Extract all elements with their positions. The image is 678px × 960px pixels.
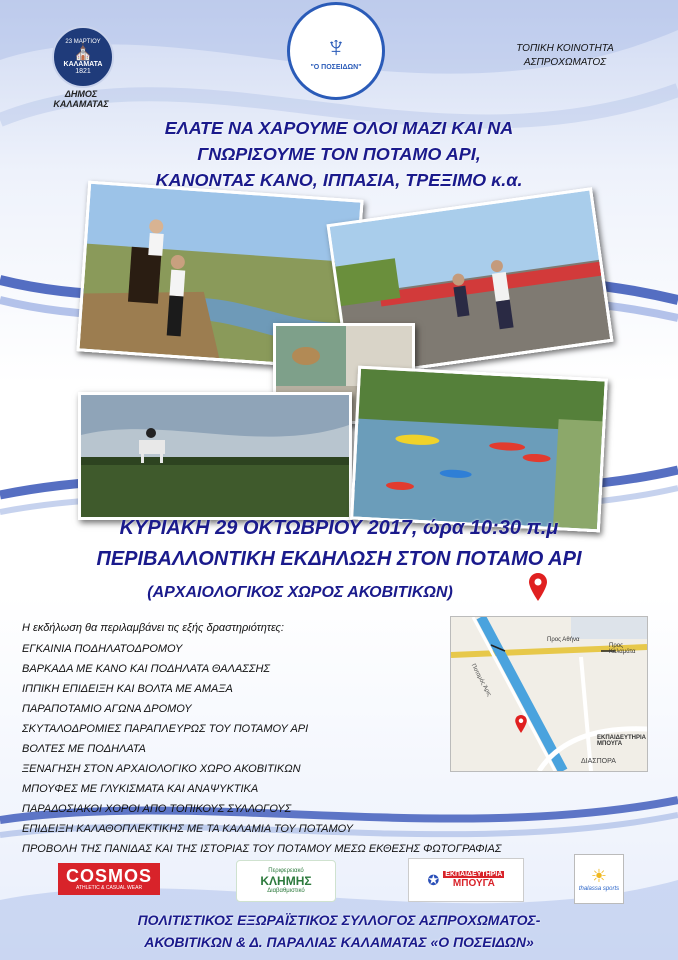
association-logo-name: "Ο ΠΟΣΕΙΔΩΝ" [310, 63, 362, 71]
sun-wave-icon: ☀ [590, 866, 608, 886]
footer-line-1: ΠΟΛΙΤΙΣΤΙΚΟΣ ΕΞΩΡΑΪΣΤΙΚΟΣ ΣΥΛΛΟΓΟΣ ΑΣΠΡΟΧΩΜΑΤΟΣ- [137, 912, 541, 928]
thalassa-text: thalassa sports [578, 886, 620, 892]
headline-line-1: ΕΛΑΤΕ ΝΑ ΧΑΡΟΥΜΕ ΟΛΟΙ ΜΑΖΙ ΚΑΙ ΝΑ [164, 118, 514, 138]
activities-intro: Η εκδήλωση θα περιλαμβάνει τις εξής δραστηριότητες: [22, 622, 284, 634]
activity-item: ΕΓΚΑΙΝΙΑ ΠΟΔΗΛΑΤΟΔΡΟΜΟΥ [22, 643, 183, 655]
map-label-to-athens: Προς Αθήνα [547, 637, 580, 643]
activity-item: ΠΡΟΒΟΛΗ ΤΗΣ ΠΑΝΙΔΑΣ ΚΑΙ ΤΗΣ ΙΣΤΟΡΙΑΣ ΤΟΥ ΠΟΤΑΜΟΥ ΜΕΣΩ ΕΚΘΕΣΗΣ ΦΩΤΟΓΡΑΦΙΑΣ [22, 843, 502, 855]
logo-city: ΚΑΛΑΜΑΤΑ [63, 61, 103, 68]
bouga-top: ΕΚΠΑΙΔΕΥΤΗΡΙΑ [445, 871, 503, 878]
church-icon: ⛪ [73, 44, 93, 61]
headline-line-2: ΓΝΩΡΙΣΟΥΜΕ ΤΟΝ ΠΟΤΑΜΟ ΑΡΙ, [197, 144, 481, 164]
activity-item: ΠΑΡΑΔΟΣΙΑΚΟΙ ΧΟΡΟΙ ΑΠΟ ΤΟΠΙΚΟΥΣ ΣΥΛΛΟΓΟΥΣ [22, 803, 292, 815]
activity-item: ΕΠΙΔΕΙΞΗ ΚΑΛΑΘΟΠΛΕΚΤΙΚΗΣ ΜΕ ΤΑ ΚΑΛΑΜΙΑ ΤΟΥ ΠΟΤΑΜΟΥ [22, 823, 353, 835]
headline-line-3: ΚΑΝΟΝΤΑΣ ΚΑΝΟ, ΙΠΠΑΣΙΑ, ΤΡΕΞΙΜΟ κ.α. [155, 170, 523, 190]
map-label-area: ΔΙΑΣΠΟΡΑ [581, 758, 616, 765]
klimis-top: Περιφερειακό [268, 868, 304, 874]
activity-item: ΒΑΡΚΑΔΑ ΜΕ ΚΑΝΟ ΚΑΙ ΠΟΔΗΛΑΤΑ ΘΑΛΑΣΣΗΣ [22, 663, 271, 675]
klimis-sub: Διαβαθμιστικό [267, 888, 305, 894]
event-title: ΠΕΡΙΒΑΛΛΟΝΤΙΚΗ ΕΚΔΗΛΩΣΗ ΣΤΟΝ ΠΟΤΑΜΟ ΑΡΙ [96, 548, 582, 570]
activity-item: ΙΠΠΙΚΗ ΕΠΙΔΕΙΞΗ ΚΑΙ ΒΟΛΤΑ ΜΕ ΑΜΑΞΑ [22, 683, 233, 695]
bouga-name: ΜΠΟΥΓΑ [452, 878, 495, 889]
event-date: ΚΥΡΙΑΚΗ 29 ΟΚΤΩΒΡΙΟΥ 2017, ώρα 10:30 π.μ [119, 517, 559, 539]
bouga-stars-icon: ✪ [427, 871, 440, 888]
logo-year: 23 ΜΑΡΤΙΟΥ [65, 39, 101, 45]
activity-item: ΣΚΥΤΑΛΟΔΡΟΜΙΕΣ ΠΑΡΑΠΛΕΥΡΩΣ ΤΟΥ ΠΟΤΑΜΟΥ ΑΡΙ [22, 723, 309, 735]
map-label-to-kalamata: Προς Καλαμάτα [609, 643, 636, 655]
photo-kayaks-river [350, 366, 608, 533]
map-label-river: Ποταμός Άρις [469, 663, 492, 698]
logo-founded: 1821 [75, 68, 91, 75]
association-logo [287, 2, 385, 100]
map-label-school: ΕΚΠΑΙΔΕΥΤΗΡΙΑ ΜΠΟΥΓΑ [597, 735, 646, 747]
photo-horse-rider-field [78, 392, 352, 520]
location-map [450, 616, 648, 772]
map-pin-icon [515, 715, 527, 733]
klimis-name: ΚΛΗΜΗΣ [260, 874, 312, 888]
sponsor-klimis [236, 860, 336, 902]
activity-item: ΒΟΛΤΕΣ ΜΕ ΠΟΔΗΛΑΤΑ [22, 743, 146, 755]
cosmos-logo-sub: ATHLETIC & CASUAL WEAR [75, 885, 143, 891]
event-location: (ΑΡΧΑΙΟΛΟΓΙΚΟΣ ΧΩΡΟΣ ΑΚΟΒΙΤΙΚΩΝ) [147, 584, 453, 601]
cosmos-logo-text: COSMOS [65, 866, 152, 886]
community-label: ΤΟΠΙΚΗ ΚΟΙΝΟΤΗΤΑ ΑΣΠΡΟΧΩΜΑΤΟΣ [516, 43, 614, 68]
municipality-logo [52, 26, 114, 88]
poseidon-statue-icon: ♆ [324, 30, 348, 64]
activity-item: ΜΠΟΥΦΕΣ ΜΕ ΓΛΥΚΙΣΜΑΤΑ ΚΑΙ ΑΝΑΨΥΚΤΙΚΑ [22, 783, 259, 795]
municipality-caption: ΔΗΜΟΣ ΚΑΛΑΜΑΤΑΣ [53, 89, 109, 109]
activity-item: ΞΕΝΑΓΗΣΗ ΣΤΟΝ ΑΡΧΑΙΟΛΟΓΙΚΟ ΧΩΡΟ ΑΚΟΒΙΤΙΚΩΝ [22, 763, 301, 775]
footer-line-2: ΑΚΟΒΙΤΙΚΩΝ & Δ. ΠΑΡΑΛΙΑΣ ΚΑΛΑΜΑΤΑΣ «Ο ΠΟΣΕΙΔΩΝ» [144, 934, 534, 950]
sponsor-cosmos [58, 863, 160, 895]
sponsor-thalassa-sports [574, 854, 624, 904]
activity-item: ΠΑΡΑΠΟΤΑΜΙΟ ΑΓΩΝΑ ΔΡΟΜΟΥ [22, 703, 192, 715]
location-pin-icon [529, 573, 547, 601]
sponsor-bouga [408, 858, 524, 902]
